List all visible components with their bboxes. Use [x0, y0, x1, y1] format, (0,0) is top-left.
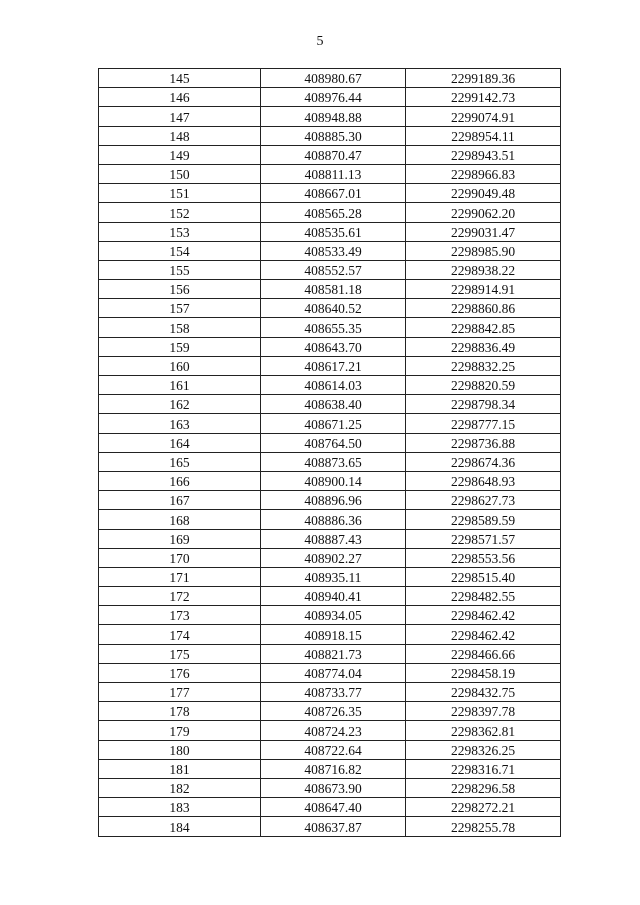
table-row	[99, 299, 561, 318]
x-coordinate-cell: 408764.50	[261, 433, 406, 452]
table-row	[99, 702, 561, 721]
point-number-cell: 176	[99, 663, 261, 682]
x-coordinate-cell: 408948.88	[261, 107, 406, 126]
point-number-cell: 158	[99, 318, 261, 337]
y-coordinate-cell: 2298736.88	[406, 433, 561, 452]
y-coordinate-cell: 2299062.20	[406, 203, 561, 222]
x-coordinate-cell: 408617.21	[261, 356, 406, 375]
point-number-cell: 156	[99, 280, 261, 299]
point-number-cell: 181	[99, 759, 261, 778]
x-coordinate-cell: 408638.40	[261, 395, 406, 414]
table-row	[99, 491, 561, 510]
table-row	[99, 663, 561, 682]
table-row	[99, 337, 561, 356]
y-coordinate-cell: 2298938.22	[406, 260, 561, 279]
point-number-cell: 180	[99, 740, 261, 759]
x-coordinate-cell: 408581.18	[261, 280, 406, 299]
table-row	[99, 683, 561, 702]
x-coordinate-cell: 408565.28	[261, 203, 406, 222]
y-coordinate-cell: 2298515.40	[406, 567, 561, 586]
point-number-cell: 162	[99, 395, 261, 414]
coordinates-table	[98, 68, 561, 837]
table-row	[99, 222, 561, 241]
y-coordinate-cell: 2298462.42	[406, 606, 561, 625]
x-coordinate-cell: 408902.27	[261, 548, 406, 567]
y-coordinate-cell: 2298943.51	[406, 145, 561, 164]
x-coordinate-cell: 408811.13	[261, 164, 406, 183]
table-row	[99, 280, 561, 299]
table-row	[99, 126, 561, 145]
table-row	[99, 759, 561, 778]
table-row	[99, 88, 561, 107]
table-row	[99, 452, 561, 471]
point-number-cell: 151	[99, 184, 261, 203]
point-number-cell: 171	[99, 567, 261, 586]
x-coordinate-cell: 408886.36	[261, 510, 406, 529]
point-number-cell: 175	[99, 644, 261, 663]
y-coordinate-cell: 2298954.11	[406, 126, 561, 145]
y-coordinate-cell: 2298966.83	[406, 164, 561, 183]
x-coordinate-cell: 408640.52	[261, 299, 406, 318]
table-row	[99, 318, 561, 337]
y-coordinate-cell: 2299189.36	[406, 69, 561, 88]
x-coordinate-cell: 408896.96	[261, 491, 406, 510]
table-row	[99, 107, 561, 126]
y-coordinate-cell: 2298553.56	[406, 548, 561, 567]
table-row	[99, 471, 561, 490]
table-row	[99, 69, 561, 88]
y-coordinate-cell: 2298466.66	[406, 644, 561, 663]
point-number-cell: 167	[99, 491, 261, 510]
point-number-cell: 153	[99, 222, 261, 241]
page-number: 5	[316, 34, 324, 49]
point-number-cell: 152	[99, 203, 261, 222]
x-coordinate-cell: 408887.43	[261, 529, 406, 548]
x-coordinate-cell: 408870.47	[261, 145, 406, 164]
point-number-cell: 157	[99, 299, 261, 318]
coordinates-table-body	[99, 69, 561, 837]
y-coordinate-cell: 2298820.59	[406, 376, 561, 395]
y-coordinate-cell: 2298255.78	[406, 817, 561, 836]
x-coordinate-cell: 408900.14	[261, 471, 406, 490]
point-number-cell: 177	[99, 683, 261, 702]
table-row	[99, 529, 561, 548]
point-number-cell: 183	[99, 798, 261, 817]
table-row	[99, 376, 561, 395]
x-coordinate-cell: 408614.03	[261, 376, 406, 395]
point-number-cell: 184	[99, 817, 261, 836]
x-coordinate-cell: 408774.04	[261, 663, 406, 682]
y-coordinate-cell: 2298648.93	[406, 471, 561, 490]
y-coordinate-cell: 2299074.91	[406, 107, 561, 126]
x-coordinate-cell: 408733.77	[261, 683, 406, 702]
y-coordinate-cell: 2298914.91	[406, 280, 561, 299]
table-row	[99, 644, 561, 663]
point-number-cell: 164	[99, 433, 261, 452]
point-number-cell: 149	[99, 145, 261, 164]
point-number-cell: 147	[99, 107, 261, 126]
table-row	[99, 356, 561, 375]
table-row	[99, 260, 561, 279]
table-row	[99, 510, 561, 529]
table-row	[99, 567, 561, 586]
x-coordinate-cell: 408873.65	[261, 452, 406, 471]
y-coordinate-cell: 2298482.55	[406, 587, 561, 606]
point-number-cell: 172	[99, 587, 261, 606]
point-number-cell: 163	[99, 414, 261, 433]
point-number-cell: 159	[99, 337, 261, 356]
point-number-cell: 174	[99, 625, 261, 644]
table-row	[99, 606, 561, 625]
point-number-cell: 145	[99, 69, 261, 88]
point-number-cell: 178	[99, 702, 261, 721]
point-number-cell: 154	[99, 241, 261, 260]
table-row	[99, 395, 561, 414]
x-coordinate-cell: 408535.61	[261, 222, 406, 241]
point-number-cell: 169	[99, 529, 261, 548]
x-coordinate-cell: 408671.25	[261, 414, 406, 433]
point-number-cell: 168	[99, 510, 261, 529]
y-coordinate-cell: 2299049.48	[406, 184, 561, 203]
table-row	[99, 817, 561, 836]
x-coordinate-cell: 408940.41	[261, 587, 406, 606]
point-number-cell: 179	[99, 721, 261, 740]
y-coordinate-cell: 2299031.47	[406, 222, 561, 241]
table-row	[99, 548, 561, 567]
table-row	[99, 145, 561, 164]
point-number-cell: 161	[99, 376, 261, 395]
table-row	[99, 241, 561, 260]
table-row	[99, 625, 561, 644]
x-coordinate-cell: 408935.11	[261, 567, 406, 586]
table-row	[99, 164, 561, 183]
x-coordinate-cell: 408647.40	[261, 798, 406, 817]
x-coordinate-cell: 408667.01	[261, 184, 406, 203]
y-coordinate-cell: 2298674.36	[406, 452, 561, 471]
y-coordinate-cell: 2298432.75	[406, 683, 561, 702]
point-number-cell: 155	[99, 260, 261, 279]
x-coordinate-cell: 408533.49	[261, 241, 406, 260]
y-coordinate-cell: 2298842.85	[406, 318, 561, 337]
point-number-cell: 160	[99, 356, 261, 375]
y-coordinate-cell: 2298397.78	[406, 702, 561, 721]
point-number-cell: 146	[99, 88, 261, 107]
y-coordinate-cell: 2298571.57	[406, 529, 561, 548]
x-coordinate-cell: 408655.35	[261, 318, 406, 337]
y-coordinate-cell: 2298326.25	[406, 740, 561, 759]
x-coordinate-cell: 408724.23	[261, 721, 406, 740]
y-coordinate-cell: 2298272.21	[406, 798, 561, 817]
x-coordinate-cell: 408976.44	[261, 88, 406, 107]
x-coordinate-cell: 408918.15	[261, 625, 406, 644]
table-row	[99, 433, 561, 452]
x-coordinate-cell: 408637.87	[261, 817, 406, 836]
y-coordinate-cell: 2298836.49	[406, 337, 561, 356]
table-row	[99, 203, 561, 222]
x-coordinate-cell: 408643.70	[261, 337, 406, 356]
y-coordinate-cell: 2298798.34	[406, 395, 561, 414]
y-coordinate-cell: 2298589.59	[406, 510, 561, 529]
y-coordinate-cell: 2298458.19	[406, 663, 561, 682]
x-coordinate-cell: 408673.90	[261, 778, 406, 797]
point-number-cell: 182	[99, 778, 261, 797]
y-coordinate-cell: 2298985.90	[406, 241, 561, 260]
y-coordinate-cell: 2298296.58	[406, 778, 561, 797]
y-coordinate-cell: 2298362.81	[406, 721, 561, 740]
y-coordinate-cell: 2298860.86	[406, 299, 561, 318]
y-coordinate-cell: 2298316.71	[406, 759, 561, 778]
point-number-cell: 148	[99, 126, 261, 145]
x-coordinate-cell: 408821.73	[261, 644, 406, 663]
y-coordinate-cell: 2298462.42	[406, 625, 561, 644]
table-row	[99, 740, 561, 759]
y-coordinate-cell: 2298777.15	[406, 414, 561, 433]
x-coordinate-cell: 408552.57	[261, 260, 406, 279]
x-coordinate-cell: 408980.67	[261, 69, 406, 88]
x-coordinate-cell: 408726.35	[261, 702, 406, 721]
x-coordinate-cell: 408885.30	[261, 126, 406, 145]
point-number-cell: 173	[99, 606, 261, 625]
point-number-cell: 166	[99, 471, 261, 490]
table-row	[99, 778, 561, 797]
table-row	[99, 414, 561, 433]
table-row	[99, 721, 561, 740]
table-row	[99, 184, 561, 203]
y-coordinate-cell: 2298832.25	[406, 356, 561, 375]
table-row	[99, 587, 561, 606]
point-number-cell: 170	[99, 548, 261, 567]
point-number-cell: 165	[99, 452, 261, 471]
x-coordinate-cell: 408716.82	[261, 759, 406, 778]
y-coordinate-cell: 2299142.73	[406, 88, 561, 107]
point-number-cell: 150	[99, 164, 261, 183]
y-coordinate-cell: 2298627.73	[406, 491, 561, 510]
x-coordinate-cell: 408722.64	[261, 740, 406, 759]
x-coordinate-cell: 408934.05	[261, 606, 406, 625]
table-row	[99, 798, 561, 817]
